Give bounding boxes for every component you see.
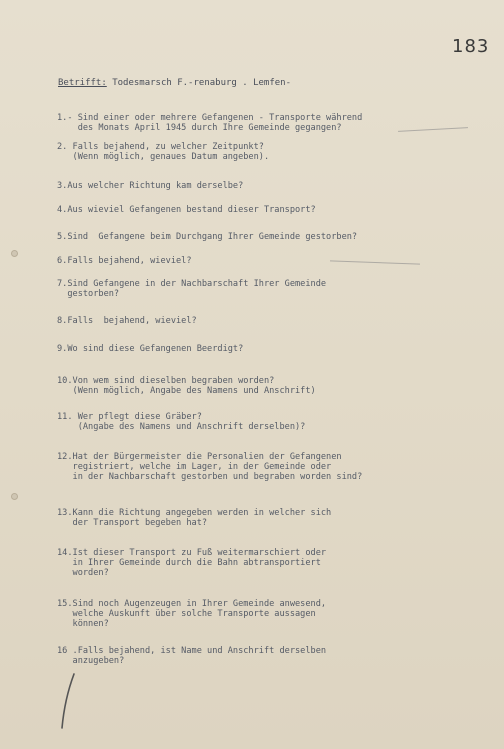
pencil-stroke-mark [54, 672, 82, 732]
question-3: 3.Aus welcher Richtung kam derselbe? [57, 181, 244, 191]
question-6: 6.Falls bejahend, wieviel? [57, 256, 192, 266]
question-15: 15.Sind noch Augenzeugen in Ihrer Gemeinde anwesend, welche Auskunft über solche Transporte aussagen können? [57, 599, 327, 630]
question-4: 4.Aus wieviel Gefangenen bestand dieser Transport? [57, 205, 316, 215]
question-16: 16 .Falls bejahend, ist Name und Anschrift derselben anzugeben? [57, 646, 327, 667]
question-14: 14.Ist dieser Transport zu Fuß weitermarschiert oder in Ihrer Gemeinde durch die Bahn abtransportiert worden? [57, 548, 327, 579]
question-10: 10.Von wem sind dieselben begraben worden? (Wenn möglich, Angabe des Namens und Anschrift) [57, 376, 316, 397]
punch-hole [11, 493, 18, 500]
punch-hole [11, 250, 18, 257]
question-7: 7.Sind Gefangene in der Nachbarschaft Ihrer Gemeinde gestorben? [57, 279, 327, 300]
subject-line [58, 78, 291, 88]
question-9: 9.Wo sind diese Gefangenen Beerdigt? [57, 344, 244, 354]
question-12: 12.Hat der Bürgermeister die Personalien der Gefangenen registriert, welche im Lager, in der Gemeinde oder in der Nachbarschaft gestorben und begraben worden sind? [57, 452, 363, 483]
page-number: 183 [452, 36, 490, 57]
question-2: 2. Falls bejahend, zu welcher Zeitpunkt? (Wenn möglich, genaues Datum angeben). [57, 142, 270, 163]
subject-label: Betrifft: [58, 78, 107, 88]
question-8: 8.Falls bejahend, wieviel? [57, 316, 197, 326]
question-5: 5.Sind Gefangene beim Durchgang Ihrer Gemeinde gestorben? [57, 232, 358, 242]
question-1: 1.- Sind einer oder mehrere Gefangenen - Transporte während des Monats April 1945 durch Ihre Gemeinde gegangen? [57, 113, 363, 134]
subject-text: Todesmarsch F.-renaburg . Lemfen- [106, 78, 292, 88]
question-13: 13.Kann die Richtung angegeben werden in welcher sich der Transport begeben hat? [57, 508, 332, 529]
question-11: 11. Wer pflegt diese Gräber? (Angabe des Namens und Anschrift derselben)? [57, 412, 306, 433]
